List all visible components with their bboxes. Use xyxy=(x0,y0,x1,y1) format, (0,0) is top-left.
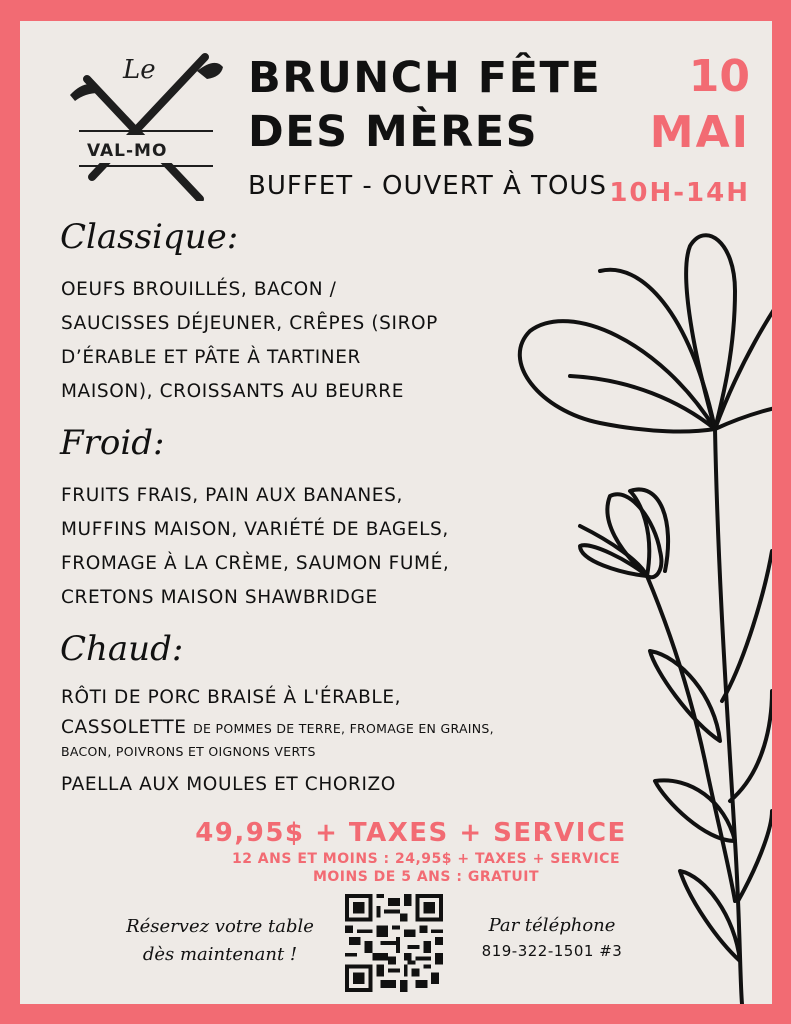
menu-line: SAUCISSES DÉJEUNER, CRÊPES (SIROP xyxy=(61,313,438,334)
phone-number[interactable]: 819-322-1501 #3 xyxy=(481,942,623,960)
section-heading-chaud: Chaud: xyxy=(60,629,184,669)
menu-line: FROMAGE À LA CRÈME, SAUMON FUMÉ, xyxy=(61,553,450,574)
section-heading-froid: Froid: xyxy=(60,423,165,463)
poster xyxy=(20,21,772,1004)
menu-line-cassolette xyxy=(61,715,494,742)
menu-line: MAISON), CROISSANTS AU BEURRE xyxy=(61,381,405,402)
price-child: 12 ANS ET MOINS : 24,95$ + TAXES + SERVICE xyxy=(231,851,621,867)
reserve-line-1: Réservez votre table xyxy=(126,916,314,937)
menu-line: RÔTI DE PORC BRAISÉ À L'ÉRABLE, xyxy=(61,687,402,708)
page-title xyxy=(248,51,601,159)
reserve-line-2: dès maintenant ! xyxy=(142,944,298,965)
menu-line: D’ÉRABLE ET PÂTE À TARTINER xyxy=(61,347,361,368)
cassolette-detail-1: DE POMMES DE TERRE, FROMAGE EN GRAINS, xyxy=(193,721,494,736)
menu-list-chaud xyxy=(61,681,494,802)
menu-line: CRETONS MAISON SHAWBRIDGE xyxy=(61,587,378,608)
line-art-flower xyxy=(490,201,772,1004)
event-date xyxy=(609,51,750,215)
title-line-1: BRUNCH FÊTE xyxy=(248,53,602,103)
date-day: 10 xyxy=(688,51,750,102)
menu-line: OEUFS BROUILLÉS, BACON / xyxy=(61,279,337,300)
menu-line: MUFFINS MAISON, VARIÉTÉ DE BAGELS, xyxy=(61,519,449,540)
menu-line: PAELLA AUX MOULES ET CHORIZO xyxy=(61,774,396,795)
title-line-2: DES MÈRES xyxy=(248,107,539,157)
date-month: MAI xyxy=(649,107,750,158)
menu-list-froid xyxy=(61,479,449,615)
date-hours: 10H-14H xyxy=(609,178,750,208)
qr-code-icon[interactable] xyxy=(345,894,443,992)
val-mo-logo xyxy=(65,49,225,201)
logo-script-text: Le xyxy=(123,55,156,85)
cassolette-title: CASSOLETTE xyxy=(61,717,187,738)
price-toddler: MOINS DE 5 ANS : GRATUIT xyxy=(312,869,540,885)
subtitle: BUFFET - OUVERT À TOUS xyxy=(248,171,607,201)
logo-name: VAL-MO xyxy=(87,141,168,161)
section-heading-classique: Classique: xyxy=(60,217,239,257)
reserve-note xyxy=(115,913,325,969)
menu-line: FRUITS FRAIS, PAIN AUX BANANES, xyxy=(61,485,403,506)
phone-label: Par téléphone xyxy=(488,915,616,936)
menu-list-classique xyxy=(61,273,438,409)
price-adult: 49,95$ + TAXES + SERVICE xyxy=(195,818,627,848)
cassolette-detail-2: BACON, POIVRONS ET OIGNONS VERTS xyxy=(61,744,316,759)
